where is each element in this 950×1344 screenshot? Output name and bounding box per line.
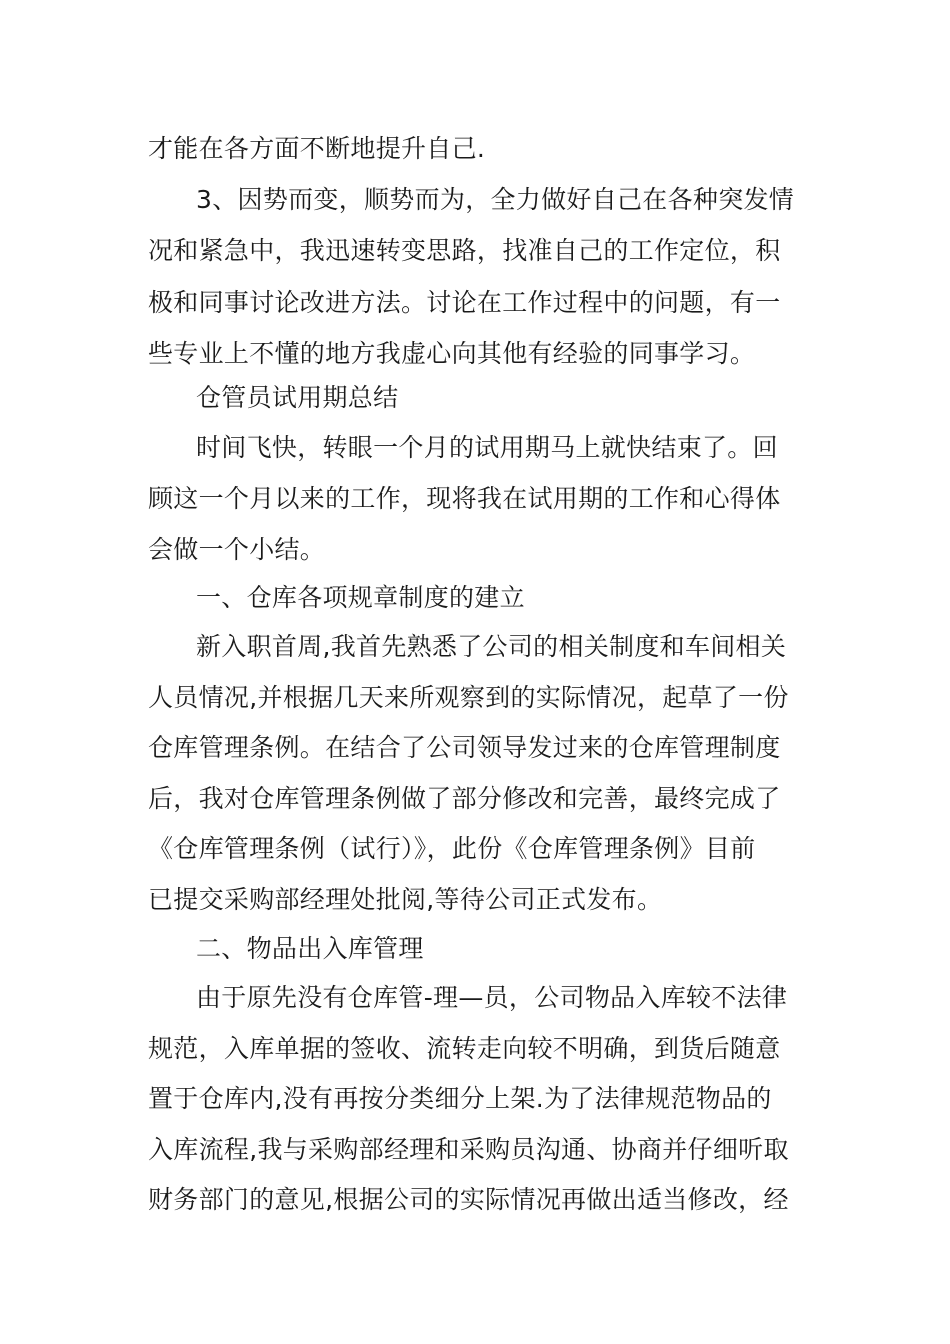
- text-line: 新入职首周,我首先熟悉了公司的相关制度和车间相关: [196, 632, 787, 661]
- text-line: 才能在各方面不断地提升自己.: [148, 134, 486, 163]
- section-heading: 一、仓库各项规章制度的建立: [196, 583, 525, 612]
- text-line: 人员情况,并根据几天来所观察到的实际情况，起草了一份: [148, 683, 789, 712]
- text-line: 仓库管理条例。在结合了公司领导发过来的仓库管理制度: [148, 733, 781, 762]
- text-line: 时间飞快，转眼一个月的试用期马上就快结束了。回: [196, 433, 778, 462]
- text-line: 顾这一个月以来的工作，现将我在试用期的工作和心得体: [148, 484, 781, 513]
- text-line: 《仓库管理条例（试行）》，此份《仓库管理条例》目前: [148, 834, 756, 863]
- text-line: 些专业上不懂的地方我虚心向其他有经验的同事学习。: [148, 339, 756, 368]
- text-line: 已提交采购部经理处批阅,等待公司正式发布。: [148, 885, 663, 914]
- text-line: 规范，入库单据的签收、流转走向较不明确，到货后随意: [148, 1034, 781, 1063]
- text-line: 会做一个小结。: [148, 535, 326, 564]
- text-line: 财务部门的意见,根据公司的实际情况再做出适当修改，经: [148, 1185, 789, 1214]
- text-line: 置于仓库内,没有再按分类细分上架.为了法律规范物品的: [148, 1084, 772, 1113]
- text-line: 极和同事讨论改进方法。讨论在工作过程中的问题，有一: [148, 288, 781, 317]
- section-heading: 二、物品出入库管理: [196, 934, 424, 963]
- text-line: 入库流程,我与采购部经理和采购员沟通、协商并仔细听取: [148, 1135, 789, 1164]
- section-title: 仓管员试用期总结: [196, 383, 399, 412]
- text-line: 3、因势而变，顺势而为，全力做好自己在各种突发情: [196, 185, 795, 214]
- text-line: 后，我对仓库管理条例做了部分修改和完善，最终完成了: [148, 784, 781, 813]
- text-line: 况和紧急中，我迅速转变思路，找准自己的工作定位，积: [148, 236, 781, 265]
- text-line: 由于原先没有仓库管-理—员，公司物品入库较不法律: [196, 983, 788, 1012]
